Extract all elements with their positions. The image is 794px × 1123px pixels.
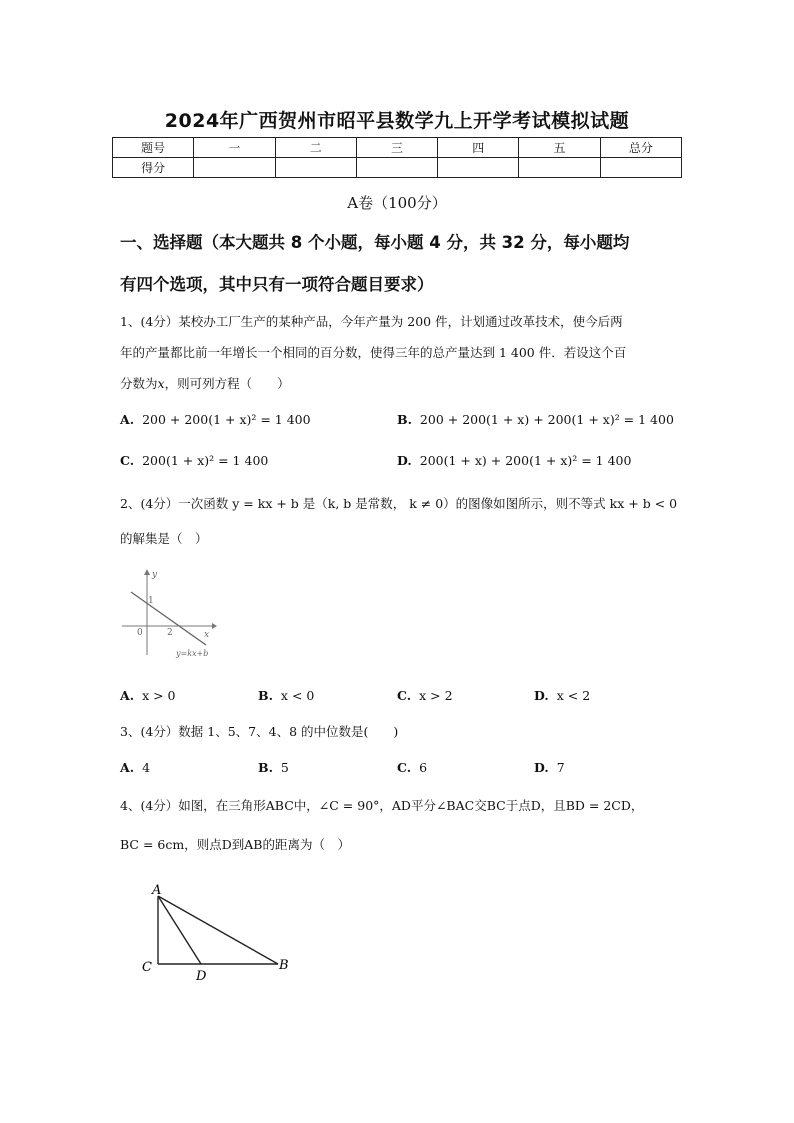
vertex-b-label: B	[279, 958, 289, 973]
point-d-label: D	[196, 969, 207, 984]
x-axis-label: x	[204, 630, 210, 640]
y-axis-arrow	[144, 569, 150, 575]
option-label: D.	[534, 688, 549, 703]
q2-line1: 2、(4分）一次函数 y = kx + b 是（k, b 是常数， k ≠ 0）的图像如图所示，则不等式 kx + b < 0	[120, 496, 678, 511]
option-text: x > 0	[142, 688, 176, 703]
q1-option-a[interactable]	[120, 412, 311, 427]
vertex-c-label: C	[142, 960, 152, 975]
option-text: x < 0	[280, 688, 315, 703]
q3-option-a[interactable]	[120, 760, 150, 775]
segment-ad	[158, 896, 201, 964]
page-title: 2024年广西贺州市昭平县数学九上开学考试模拟试题	[164, 110, 630, 132]
score-cell[interactable]	[194, 158, 275, 178]
score-row-label: 得分	[113, 158, 194, 178]
option-label: D.	[397, 453, 412, 468]
score-table-score-row	[113, 158, 682, 178]
q2-option-c[interactable]	[397, 688, 453, 703]
option-label: B.	[258, 760, 273, 775]
q1-line3-suffix: ，则可列方程（ ）	[164, 376, 290, 391]
q3-line1: 3、(4分）数据 1、5、7、4、8 的中位数是( )	[120, 724, 399, 739]
q2-line2: 的解集是（ ）	[120, 531, 208, 546]
vertex-a-label: A	[152, 883, 162, 898]
option-text: 200(1 + x) + 200(1 + x)² = 1 400	[419, 453, 632, 468]
option-text: 5	[280, 760, 289, 775]
q2-option-a[interactable]	[120, 688, 176, 703]
part1-heading-line1: 一、选择题（本大题共 8 个小题，每小题 4 分，共 32 分，每小题均	[120, 233, 630, 252]
q1-line3-prefix: 分数为	[120, 376, 158, 391]
part1-heading-line2: 有四个选项，其中只有一项符合题目要求）	[120, 275, 434, 294]
score-cell[interactable]	[519, 158, 600, 178]
x-axis-arrow	[212, 623, 217, 629]
score-table	[112, 137, 682, 178]
q2-line-graph	[118, 565, 218, 660]
option-label: B.	[258, 688, 273, 703]
origin-label: 0	[137, 628, 143, 638]
q1-option-b[interactable]	[397, 412, 674, 427]
q1-line2: 年的产量都比前一年增长一个相同的百分数，使得三年的总产量达到 1 400 件．若设这个百	[120, 345, 627, 360]
score-cell[interactable]	[438, 158, 519, 178]
q1-variable: x	[157, 376, 165, 391]
q1-option-d[interactable]	[397, 453, 631, 468]
option-label: B.	[397, 412, 412, 427]
y-intercept-label: 1	[148, 596, 154, 606]
option-label: A.	[120, 412, 135, 427]
option-text: 200 + 200(1 + x) + 200(1 + x)² = 1 400	[419, 412, 674, 427]
option-label: D.	[534, 760, 549, 775]
option-text: x > 2	[419, 688, 453, 703]
score-header-cell: 四	[438, 138, 519, 158]
q4-line1: 4、(4分）如图，在三角形ABC中，∠C = 90°，AD平分∠BAC交BC于点D，且BD = 2CD，	[120, 798, 644, 813]
option-label: A.	[120, 760, 135, 775]
q3-option-c[interactable]	[397, 760, 427, 775]
q1-line1: 1、(4分）某校办工厂生产的某种产品，今年产量为 200 件，计划通过改革技术，使今后两	[120, 314, 623, 329]
q2-option-b[interactable]	[258, 688, 314, 703]
score-table-header-row	[113, 138, 682, 158]
score-cell[interactable]	[356, 158, 437, 178]
score-cell[interactable]	[275, 158, 356, 178]
q1-line3	[120, 369, 680, 399]
side-ab	[158, 896, 278, 964]
q4-line2: BC = 6cm，则点D到AB的距离为（ ）	[120, 837, 350, 852]
score-header-cell: 二	[275, 138, 356, 158]
option-label: C.	[120, 453, 135, 468]
option-text: 200(1 + x)² = 1 400	[142, 453, 269, 468]
line-equation-label: y=kx+b	[176, 649, 209, 658]
option-label: C.	[397, 688, 412, 703]
q3-option-b[interactable]	[258, 760, 289, 775]
option-label: A.	[120, 688, 135, 703]
option-text: 200 + 200(1 + x)² = 1 400	[142, 412, 311, 427]
q3-option-d[interactable]	[534, 760, 565, 775]
option-text: 4	[142, 760, 151, 775]
q4-triangle-figure	[138, 880, 298, 985]
option-text: x < 2	[556, 688, 591, 703]
q2-option-d[interactable]	[534, 688, 590, 703]
score-header-cell: 总分	[600, 138, 681, 158]
score-header-cell: 三	[356, 138, 437, 158]
option-label: C.	[397, 760, 412, 775]
y-axis-label: y	[152, 570, 158, 580]
option-text: 6	[419, 760, 428, 775]
option-text: 7	[556, 760, 565, 775]
q1-option-c[interactable]	[120, 453, 268, 468]
score-header-cell: 一	[194, 138, 275, 158]
section-a-title: A卷（100分）	[347, 194, 447, 212]
score-cell[interactable]	[600, 158, 681, 178]
x-intercept-label: 2	[167, 628, 173, 638]
score-header-cell: 题号	[113, 138, 194, 158]
score-header-cell: 五	[519, 138, 600, 158]
